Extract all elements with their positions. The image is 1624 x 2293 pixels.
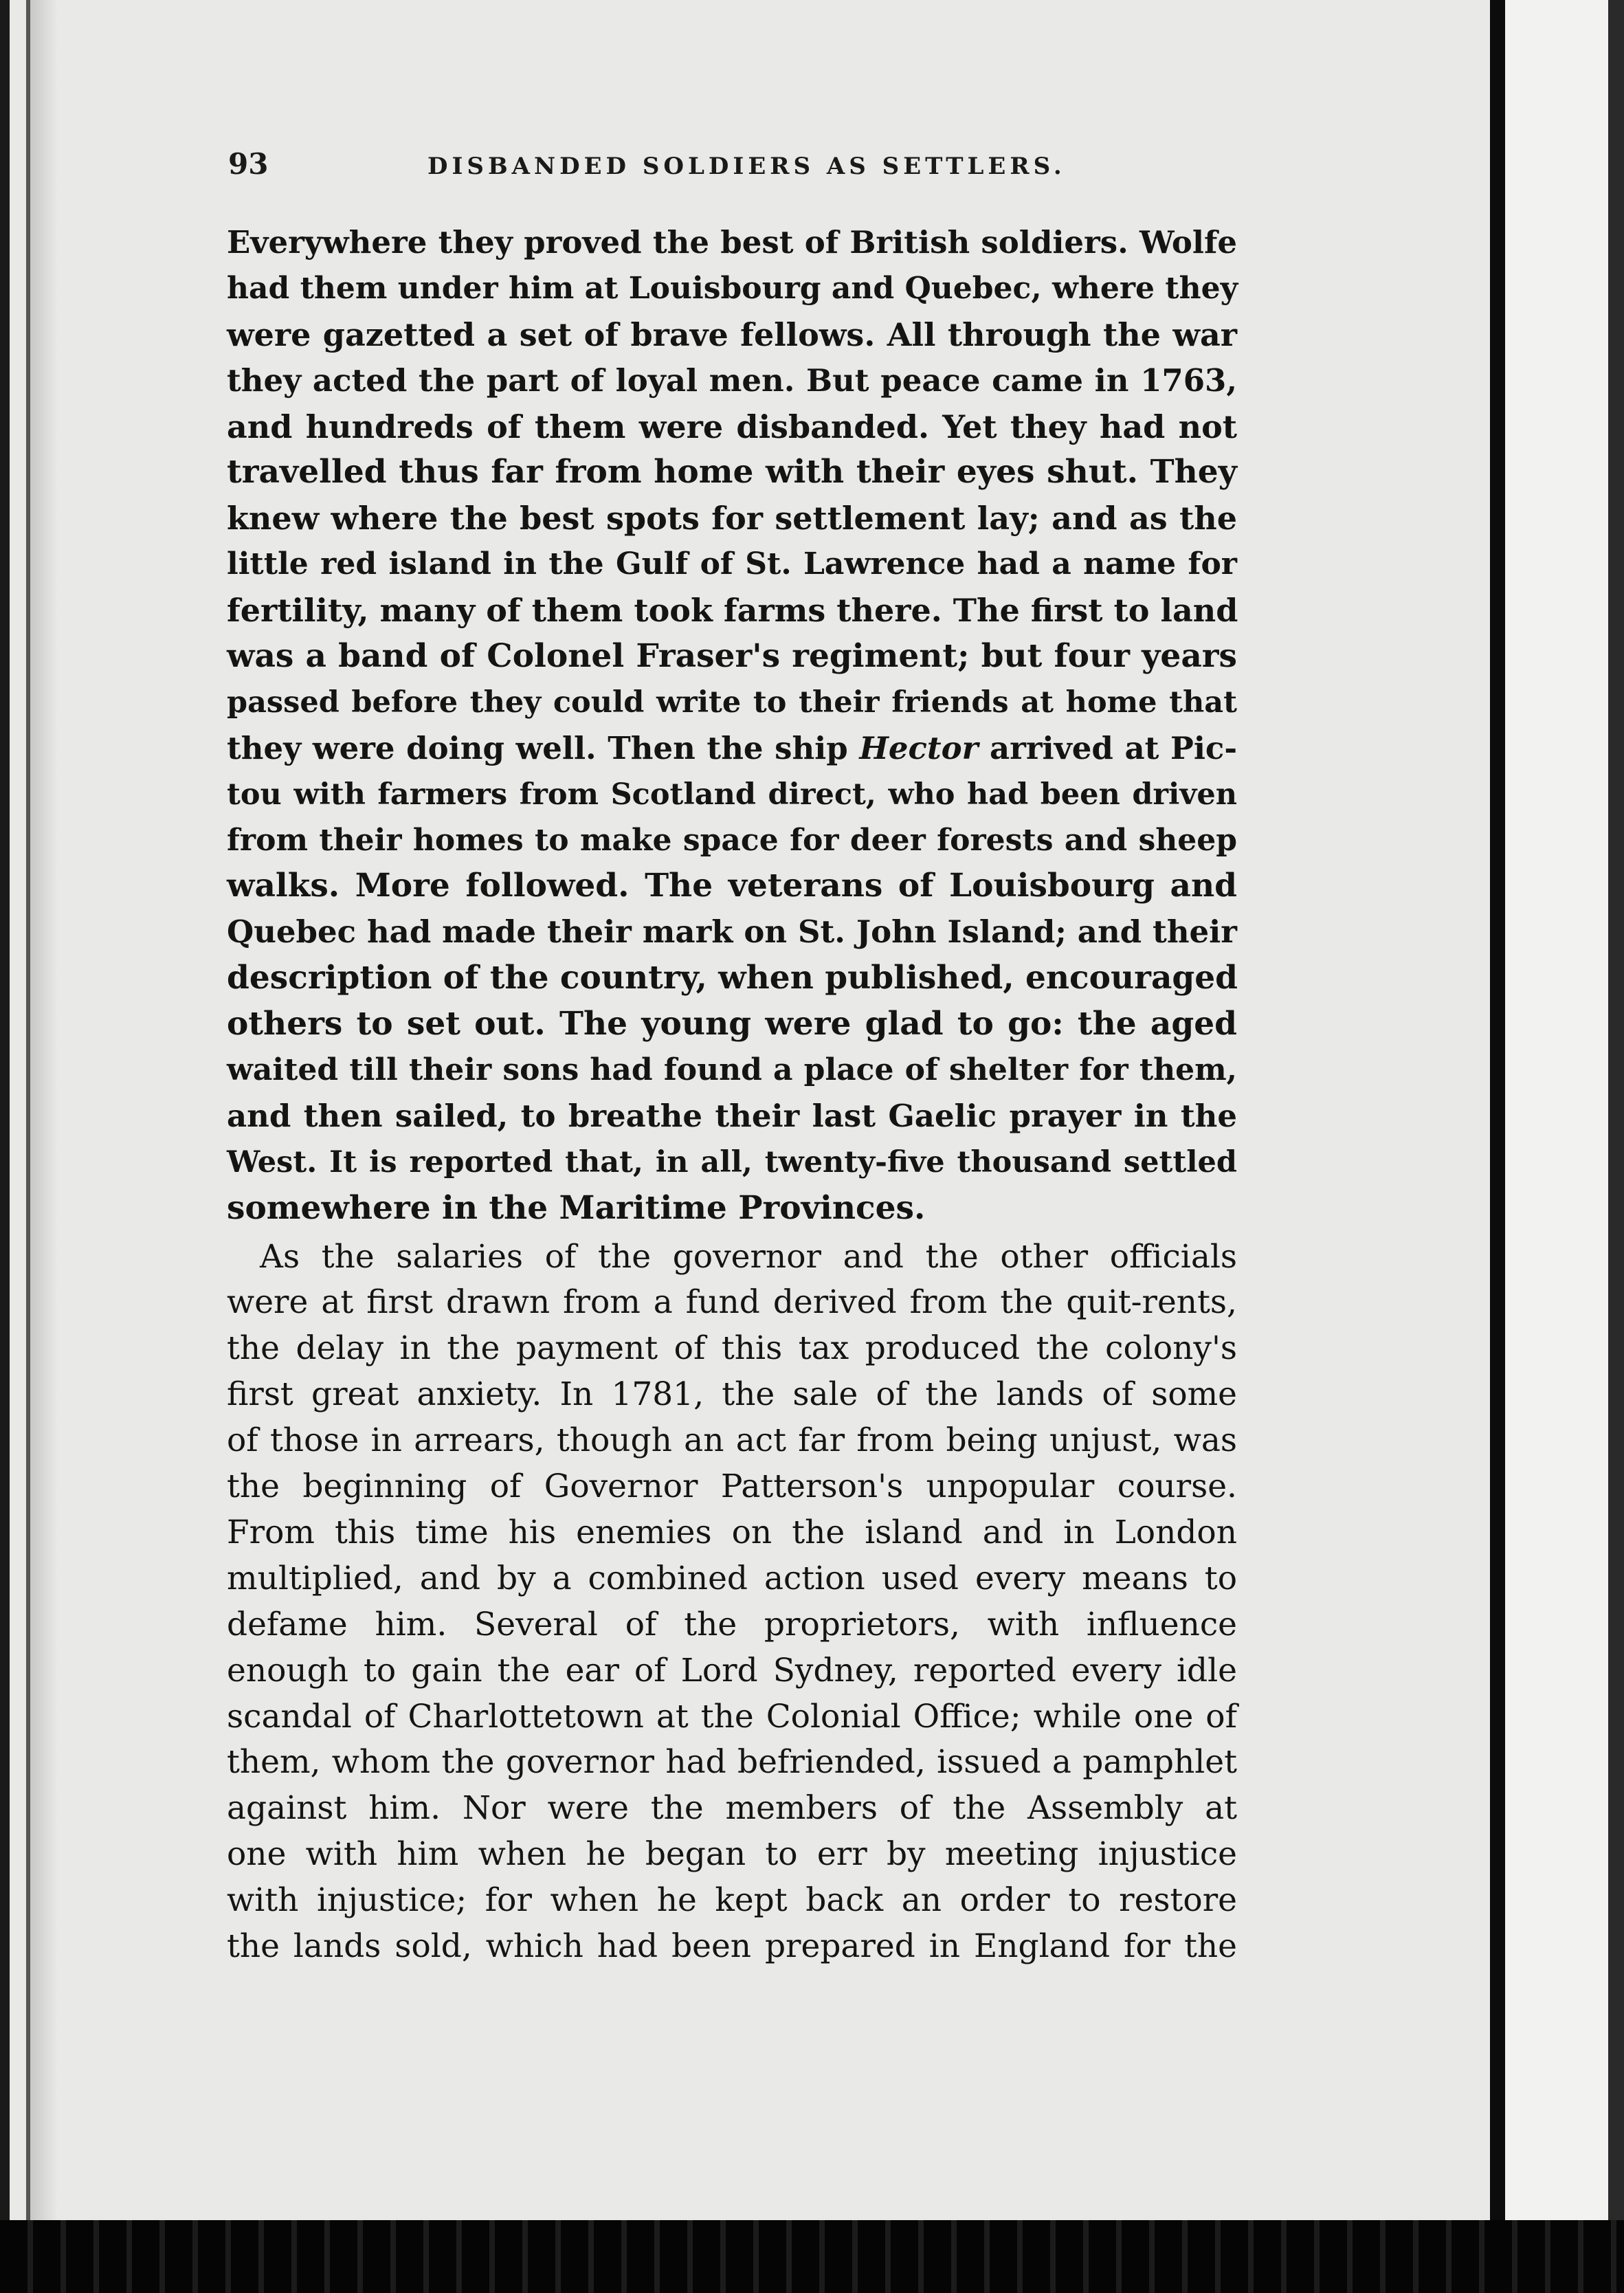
- ship-name: Hector: [859, 729, 979, 766]
- text-line: enough to gain the ear of Lord Sydney, reported every idle: [227, 1651, 1237, 1690]
- text-line: multiplied, and by a combined action used every means to: [227, 1559, 1237, 1597]
- text-line: against him. Nor were the members of the Assembly at: [227, 1789, 1237, 1828]
- text-line: walks. More followed. The veterans of Louisbourg and: [227, 867, 1237, 905]
- text-line: they acted the part of loyal men. But peace came in 1763,: [227, 362, 1237, 399]
- text-line: were gazetted a set of brave fellows. All through the war: [227, 315, 1237, 353]
- text-line: them, whom the governor had befriended, issued a pamphlet: [227, 1743, 1237, 1782]
- text-line: and hundreds of them were disbanded. Yet they had not: [227, 408, 1237, 445]
- text-line: Everywhere they proved the best of British soldiers. Wolfe: [227, 224, 1237, 261]
- text-line: description of the country, when published, encouraged: [227, 959, 1238, 997]
- paragraph-2: [227, 1234, 1237, 1970]
- text-line: with injustice; for when he kept back an order to restore: [227, 1881, 1237, 1920]
- text-line: Quebec had made their mark on St. John Island; and their: [227, 913, 1237, 951]
- text-line: they were doing well. Then the ship Hector arrived at Pic-: [227, 729, 1237, 766]
- adjacent-page-edge: [1505, 0, 1624, 2224]
- text-line: the beginning of Governor Patterson's unpopular course.: [227, 1467, 1237, 1506]
- text-line: defame him. Several of the proprietors, with influence: [227, 1605, 1237, 1643]
- text-line: knew where the best spots for settlement lay; and as the: [227, 500, 1237, 538]
- text-line: had them under him at Louisbourg and Quebec, where they: [227, 270, 1238, 306]
- text-line: were at first drawn from a fund derived from the quit-rents,: [227, 1283, 1237, 1322]
- text-line: waited till their sons had found a place of shelter for them,: [227, 1052, 1237, 1088]
- paragraph-1: [227, 220, 1237, 1232]
- text-line: the delay in the payment of this tax produced the colony's: [227, 1329, 1237, 1368]
- page-number: 93: [228, 147, 269, 181]
- text-line: first great anxiety. In 1781, the sale of the lands of some: [227, 1375, 1237, 1414]
- text-line: fertility, many of them took farms there. The first to land: [227, 592, 1238, 630]
- left-page-shadow: [30, 0, 58, 2220]
- body-text: [227, 220, 1237, 1970]
- text-line: West. It is reported that, in all, twenty-five thousand settled: [227, 1144, 1237, 1179]
- text-line: the lands sold, which had been prepared in England for the: [227, 1927, 1237, 1965]
- gutter-divider: [1490, 0, 1505, 2224]
- right-scan-edge: [1608, 0, 1624, 2224]
- text-line: tou with farmers from Scotland direct, who had been driven: [227, 777, 1237, 812]
- text-line: was a band of Colonel Fraser's regiment; but four years: [227, 637, 1237, 676]
- text-line: somewhere in the Maritime Provinces.: [227, 1188, 926, 1227]
- text-line: one with him when he began to err by meeting injustice: [227, 1835, 1237, 1874]
- running-head: DISBANDED SOLDIERS AS SETTLERS.: [427, 153, 1066, 180]
- scan-bottom-border: [0, 2220, 1624, 2293]
- text-line: scandal of Charlottetown at the Colonial Office; while one of: [227, 1697, 1237, 1736]
- text-line: travelled thus far from home with their eyes shut. They: [227, 453, 1237, 491]
- text-line: of those in arrears, though an act far from being unjust, was: [227, 1421, 1237, 1460]
- text-line: little red island in the Gulf of St. Lawrence had a name for: [227, 546, 1237, 582]
- text-line: passed before they could write to their friends at home that: [227, 685, 1237, 720]
- text-line: As the salaries of the governor and the other officials: [260, 1237, 1237, 1276]
- text-line: From this time his enemies on the island and in London: [227, 1513, 1237, 1551]
- text-line: and then sailed, to breathe their last Gaelic prayer in the: [227, 1097, 1237, 1134]
- text-line: from their homes to make space for deer forests and sheep: [227, 822, 1237, 858]
- left-scan-edge: [0, 0, 10, 2220]
- page-header: [228, 147, 1236, 188]
- text-line: others to set out. The young were glad to go: the aged: [227, 1005, 1237, 1043]
